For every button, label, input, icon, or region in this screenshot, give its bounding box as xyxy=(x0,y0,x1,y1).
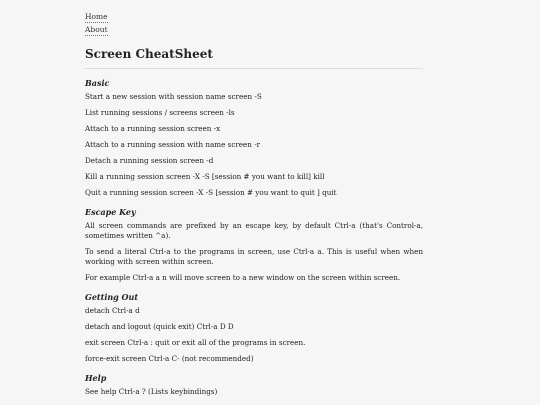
section-basic xyxy=(85,78,423,198)
nav-link-about[interactable]: About xyxy=(85,25,108,34)
nav-link-home[interactable]: Home xyxy=(85,12,108,21)
escape-item: All screen commands are prefixed by an escape key, by default Ctrl-a (that's Control-a, sometimes written ^a). xyxy=(85,221,423,240)
section-help xyxy=(85,373,423,397)
help-item: See help Ctrl-a ? (Lists keybindings) xyxy=(85,387,218,396)
escape-item: To send a literal Ctrl-a to the programs in screen, use Ctrl-a a. This is useful when when working with screen within screen. xyxy=(85,247,423,266)
basic-item: Quit a running session screen -X -S [session # you want to quit ] quit xyxy=(85,188,337,197)
section-heading-getting-out: Getting Out xyxy=(85,292,139,302)
getting-out-item: force-exit screen Ctrl-a C- (not recommended) xyxy=(85,354,254,363)
section-heading-escape-key: Escape Key xyxy=(85,207,136,217)
basic-item: Attach to a running session screen -x xyxy=(85,124,221,133)
basic-item: Kill a running session screen -X -S [session # you want to kill] kill xyxy=(85,172,325,181)
getting-out-item: exit screen Ctrl-a : quit or exit all of the programs in screen. xyxy=(85,338,306,347)
section-escape-key xyxy=(85,207,423,283)
top-nav xyxy=(85,11,423,36)
section-heading-help: Help xyxy=(85,373,107,383)
basic-item: Attach to a running session with name screen -r xyxy=(85,140,261,149)
page-title: Screen CheatSheet xyxy=(85,47,423,69)
main-content xyxy=(85,11,423,403)
section-heading-basic: Basic xyxy=(85,78,110,88)
basic-item: Start a new session with session name screen -S xyxy=(85,92,262,101)
basic-item: Detach a running session screen -d xyxy=(85,156,214,165)
basic-item: List running sessions / screens screen -ls xyxy=(85,108,235,117)
section-getting-out xyxy=(85,292,423,364)
getting-out-item: detach and logout (quick exit) Ctrl-a D D xyxy=(85,322,234,331)
getting-out-item: detach Ctrl-a d xyxy=(85,306,140,315)
escape-item: For example Ctrl-a a n will move screen to a new window on the screen within screen. xyxy=(85,273,401,282)
